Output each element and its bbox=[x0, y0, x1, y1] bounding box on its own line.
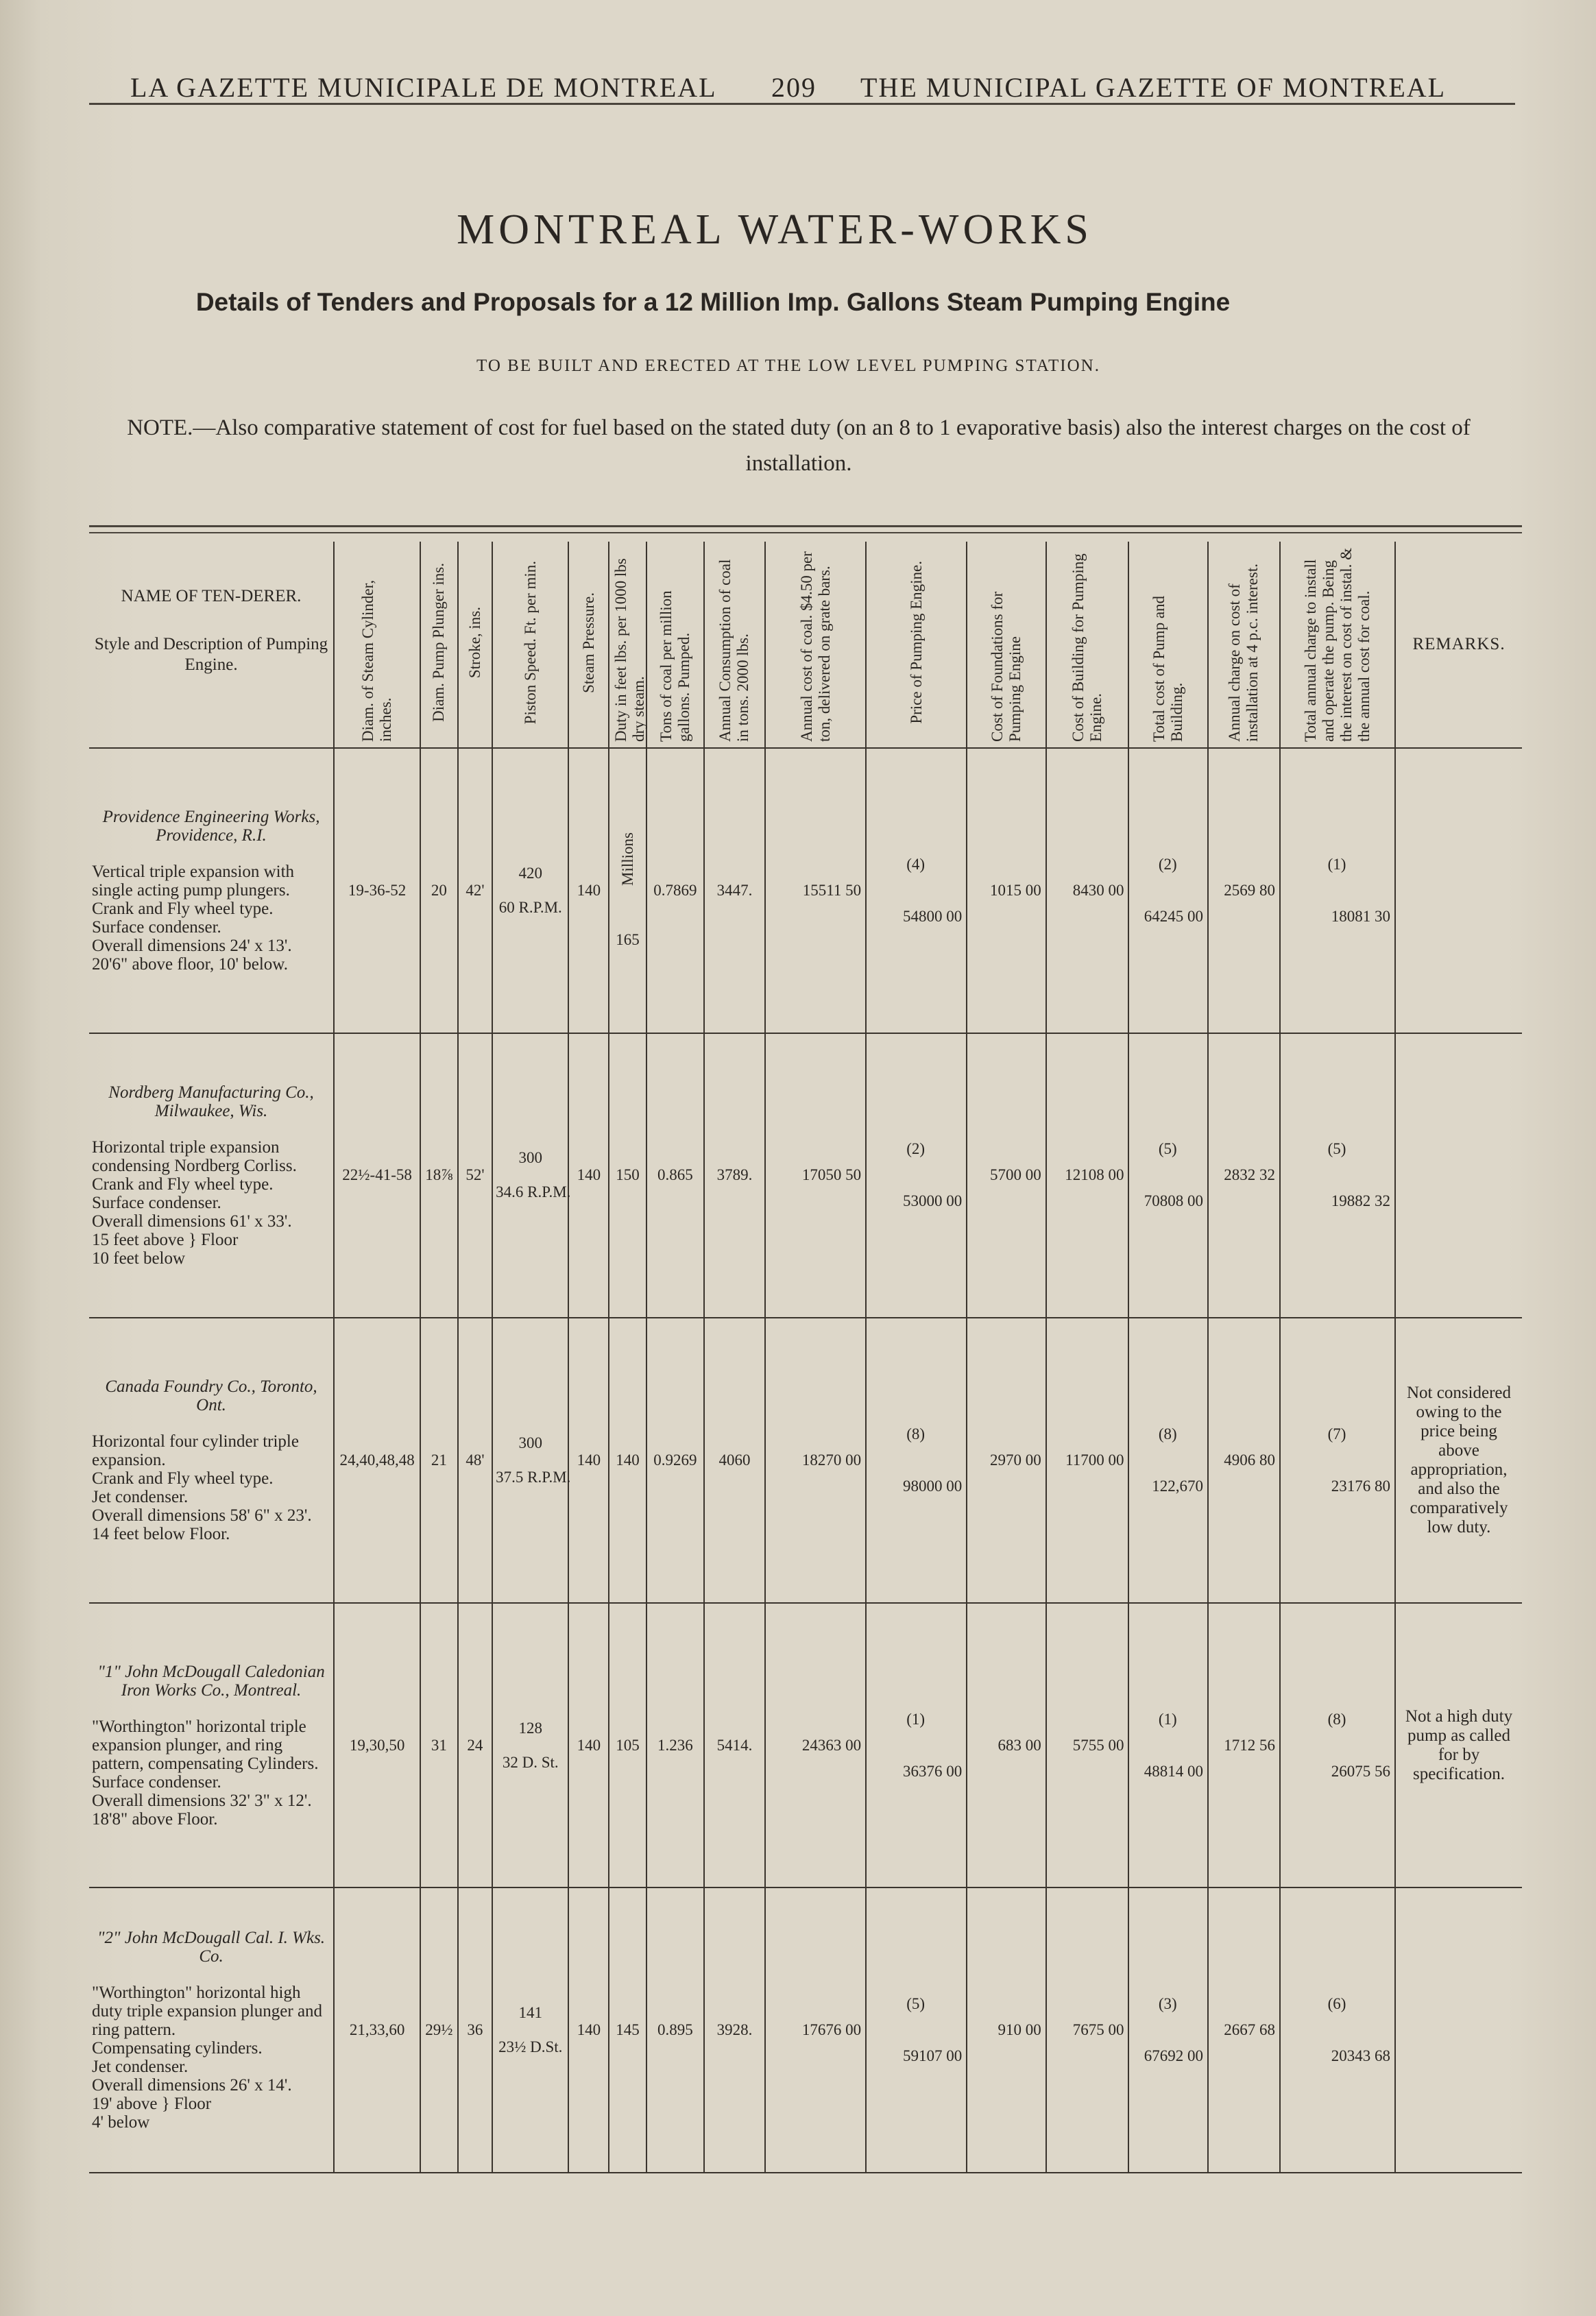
rpm-value: 23½ D.St. bbox=[498, 2038, 563, 2056]
page-title: MONTREAL WATER-WORKS bbox=[457, 206, 1093, 253]
speed-value: 141 bbox=[518, 2004, 543, 2022]
cell-foundation: 2970 00 bbox=[967, 1318, 1046, 1603]
engine-description: Horizontal four cylinder triple expansion. Crank and Fly wheel type. Jet condenser. Overall dimensions 58' 6" x 23'. 14 feet below Floor. bbox=[92, 1432, 312, 1543]
col-header-speed bbox=[492, 542, 568, 748]
cell-cyl: 21,33,60 bbox=[334, 1887, 420, 2173]
cell-total bbox=[1128, 1318, 1208, 1603]
cell-speed bbox=[492, 1603, 568, 1888]
cell-coal-cost: 24363 00 bbox=[765, 1603, 866, 1888]
cell-pressure: 140 bbox=[568, 1318, 609, 1603]
col-header-foundation bbox=[967, 542, 1046, 748]
tenderer-cell bbox=[89, 1033, 334, 1318]
cell-plunger: 31 bbox=[420, 1603, 458, 1888]
price-value: 36376 00 bbox=[902, 1762, 963, 1780]
cell-remarks: Not considered owing to the price being above appropriation, and also the comparatively low duty. bbox=[1395, 1318, 1522, 1603]
cell-annual bbox=[1280, 748, 1395, 1033]
rpm-value: 60 R.P.M. bbox=[498, 898, 562, 916]
col-header-speed-text: Piston Speed. Ft. per min. bbox=[521, 560, 539, 725]
header-left: LA GAZETTE MUNICIPALE DE MONTREAL bbox=[130, 72, 717, 103]
annual-value: 19882 32 bbox=[1331, 1192, 1391, 1210]
cell-coal-cost: 17676 00 bbox=[765, 1887, 866, 2173]
cell-building: 12108 00 bbox=[1046, 1033, 1129, 1318]
cell-duty: 140 bbox=[609, 1318, 646, 1603]
col-header-price bbox=[866, 542, 967, 748]
cell-remarks bbox=[1395, 748, 1522, 1033]
price-rank: (1) bbox=[906, 1710, 926, 1728]
cell-foundation: 910 00 bbox=[967, 1887, 1046, 2173]
total-value: 67692 00 bbox=[1144, 2047, 1203, 2065]
cell-cyl: 24,40,48,48 bbox=[334, 1318, 420, 1603]
cell-cyl: 19-36-52 bbox=[334, 748, 420, 1033]
cell-building: 5755 00 bbox=[1046, 1603, 1129, 1888]
price-rank: (5) bbox=[906, 1995, 926, 2013]
cell-stroke: 36 bbox=[458, 1887, 492, 2173]
price-value: 59107 00 bbox=[902, 2047, 963, 2065]
cell-coal-cost: 15511 50 bbox=[765, 748, 866, 1033]
header-rule bbox=[89, 103, 1515, 105]
cell-price bbox=[866, 1033, 967, 1318]
cell-speed bbox=[492, 748, 568, 1033]
cell-annual bbox=[1280, 1033, 1395, 1318]
cell-total bbox=[1128, 1603, 1208, 1888]
cell-foundation: 5700 00 bbox=[967, 1033, 1046, 1318]
total-value: 122,670 bbox=[1152, 1477, 1203, 1495]
table-row bbox=[89, 1603, 1522, 1888]
name-column-header bbox=[89, 542, 334, 748]
cell-building: 8430 00 bbox=[1046, 748, 1129, 1033]
table-header-row bbox=[89, 542, 1522, 748]
total-rank: (8) bbox=[1158, 1425, 1177, 1443]
cell-remarks: Not a high duty pump as called for by specification. bbox=[1395, 1603, 1522, 1888]
tenderer-cell bbox=[89, 1603, 334, 1888]
cell-building: 7675 00 bbox=[1046, 1887, 1129, 2173]
col-header-duty bbox=[609, 542, 646, 748]
annual-value: 26075 56 bbox=[1331, 1762, 1391, 1780]
annual-value: 20343 68 bbox=[1331, 2047, 1391, 2065]
cell-speed bbox=[492, 1033, 571, 1318]
tenderer-cell bbox=[89, 748, 334, 1033]
cell-duty bbox=[609, 748, 646, 1033]
col-header-building bbox=[1046, 542, 1129, 748]
annual-rank: (7) bbox=[1327, 1425, 1346, 1443]
tenderer-name: Canada Foundry Co., Toronto, Ont. bbox=[105, 1377, 317, 1414]
tenderer-name: Providence Engineering Works, Providence, R.I. bbox=[102, 807, 320, 845]
page-subsubtitle: TO BE BUILT AND ERECTED AT THE LOW LEVEL PUMPING STATION. bbox=[476, 357, 1100, 375]
col-header-building-text: Cost of Building for Pumping Engine. bbox=[1069, 553, 1105, 742]
name-head-1: NAME OF TEN-DERER. bbox=[121, 587, 302, 605]
total-value: 70808 00 bbox=[1144, 1192, 1203, 1210]
cell-plunger: 20 bbox=[420, 748, 458, 1033]
cell-annual-tons: 3928. bbox=[704, 1887, 765, 2173]
col-header-total-text: Total cost of Pump and Building. bbox=[1150, 595, 1186, 742]
table-row bbox=[89, 1033, 1522, 1318]
table-row bbox=[89, 1887, 1522, 2173]
cell-total bbox=[1128, 1887, 1208, 2173]
cell-duty: 150 bbox=[609, 1033, 646, 1318]
tenders-table bbox=[89, 542, 1522, 2173]
cell-annual bbox=[1280, 1603, 1395, 1888]
cell-pressure: 140 bbox=[568, 1887, 609, 2173]
cell-coal-cost: 17050 50 bbox=[765, 1033, 866, 1318]
speed-value: 128 bbox=[518, 1719, 543, 1737]
cell-cyl: 19,30,50 bbox=[334, 1603, 420, 1888]
col-header-stroke-text: Stroke, ins. bbox=[466, 606, 483, 679]
tenderer-name: Nordberg Manufacturing Co., Milwaukee, Wis. bbox=[108, 1083, 314, 1120]
col-header-pressure-text: Steam Pressure. bbox=[579, 592, 597, 693]
cell-building: 11700 00 bbox=[1046, 1318, 1129, 1603]
duty-value: 165 bbox=[616, 930, 640, 948]
cell-foundation: 683 00 bbox=[967, 1603, 1046, 1888]
price-value: 53000 00 bbox=[902, 1192, 963, 1210]
cell-total bbox=[1128, 748, 1208, 1033]
cell-tons: 0.9269 bbox=[646, 1318, 704, 1603]
col-header-tons bbox=[646, 542, 704, 748]
annual-rank: (1) bbox=[1327, 855, 1346, 873]
cell-price bbox=[866, 748, 967, 1033]
col-header-annual-tons-text: Annual Consumption of coal in tons. 2000 lbs. bbox=[716, 559, 752, 742]
cell-duty: 105 bbox=[609, 1603, 646, 1888]
cell-price bbox=[866, 1887, 967, 2173]
engine-description: "Worthington" horizontal triple expansion plunger, and ring pattern, compensating Cylinders. Surface condenser. Overall dimensions 32' 3" x 12'. 18'8" above Floor. bbox=[92, 1717, 319, 1829]
rpm-value: 32 D. St. bbox=[502, 1753, 559, 1771]
cell-speed bbox=[492, 1887, 568, 2173]
cell-stroke: 24 bbox=[458, 1603, 492, 1888]
tenderer-cell bbox=[89, 1318, 334, 1603]
total-value: 48814 00 bbox=[1144, 1762, 1203, 1780]
cell-tons: 0.7869 bbox=[646, 748, 704, 1033]
annual-rank: (8) bbox=[1327, 1710, 1346, 1728]
col-header-plunger-text: Diam. Pump Plunger ins. bbox=[430, 563, 448, 722]
col-header-foundation-text: Cost of Foundations for Pumping Engine bbox=[988, 591, 1024, 742]
engine-description: Horizontal triple expansion condensing Nordberg Corliss. Crank and Fly wheel type. Surface condenser. Overall dimensions 61' x 33'. 15 feet above } Floor 10 feet below bbox=[92, 1137, 297, 1268]
cell-stroke: 48' bbox=[458, 1318, 492, 1603]
col-header-pressure bbox=[568, 542, 609, 748]
cell-remarks bbox=[1395, 1887, 1522, 2173]
col-header-cyl bbox=[334, 542, 420, 748]
annual-value: 18081 30 bbox=[1331, 907, 1391, 925]
annual-rank: (6) bbox=[1327, 1995, 1346, 2013]
cell-speed bbox=[492, 1318, 571, 1603]
col-header-stroke bbox=[458, 542, 492, 748]
cell-plunger: 21 bbox=[420, 1318, 458, 1603]
price-value: 98000 00 bbox=[902, 1477, 963, 1495]
total-value: 64245 00 bbox=[1144, 907, 1203, 925]
rpm-value: 34.6 R.P.M. bbox=[496, 1183, 571, 1201]
cell-interest: 2667 68 bbox=[1208, 1887, 1280, 2173]
table-top-rule-2 bbox=[89, 532, 1522, 533]
note-paragraph: NOTE.—Also comparative statement of cost for fuel based on the stated duty (on an 8 to 1 evaporative basis) also the interest charges on the cost of installation. bbox=[127, 415, 1471, 476]
cell-duty: 145 bbox=[609, 1887, 646, 2173]
table-row bbox=[89, 748, 1522, 1033]
page-number: 209 bbox=[771, 72, 817, 103]
tenderer-cell bbox=[89, 1887, 334, 2173]
speed-value: 300 bbox=[518, 1434, 543, 1451]
col-header-annual-tons bbox=[704, 542, 765, 748]
price-rank: (2) bbox=[906, 1140, 926, 1158]
engine-description: "Worthington" horizontal high duty triple expansion plunger and ring pattern. Compensating cylinders. Jet condenser. Overall dimensions 26' x 14'. 19' above } Floor 4' below bbox=[92, 1983, 323, 2132]
col-header-plunger bbox=[420, 542, 458, 748]
cell-interest: 2569 80 bbox=[1208, 748, 1280, 1033]
cell-interest: 4906 80 bbox=[1208, 1318, 1280, 1603]
cell-total bbox=[1128, 1033, 1208, 1318]
col-header-interest bbox=[1208, 542, 1280, 748]
cell-stroke: 52' bbox=[458, 1033, 492, 1318]
col-header-cyl-text: Diam. of Steam Cylinder, inches. bbox=[359, 579, 395, 742]
page-subtitle: Details of Tenders and Proposals for a 12 Million Imp. Gallons Steam Pumping Engine bbox=[195, 288, 1231, 316]
cell-pressure: 140 bbox=[568, 1033, 609, 1318]
col-header-price-text: Price of Pumping Engine. bbox=[907, 561, 925, 724]
col-header-interest-text: Annual charge on cost of installation at 4 p.c. interest. bbox=[1226, 564, 1261, 742]
cell-annual-tons: 4060 bbox=[704, 1318, 765, 1603]
engine-description: Vertical triple expansion with single acting pump plungers. Crank and Fly wheel type. Surface condenser. Overall dimensions 24' x 13'. 20'6" above floor, 10' below. bbox=[92, 862, 295, 974]
price-rank: (4) bbox=[906, 855, 926, 873]
col-header-annual-text: Total annual charge to install and operate the pump. Being the interest on cost of instal. & the annual cost for coal. bbox=[1302, 548, 1373, 742]
tenderer-name: "1" John McDougall Caledonian Iron Works Co., Montreal. bbox=[97, 1662, 325, 1700]
cell-tons: 0.895 bbox=[646, 1887, 704, 2173]
duty-unit-label: Millions bbox=[618, 832, 636, 886]
cell-annual-tons: 3447. bbox=[704, 748, 765, 1033]
cell-stroke: 42' bbox=[458, 748, 492, 1033]
speed-value: 300 bbox=[518, 1149, 543, 1167]
col-header-tons-text: Tons of coal per million gallons. Pumped. bbox=[657, 590, 692, 742]
total-rank: (2) bbox=[1158, 855, 1177, 873]
col-header-duty-text: Duty in feet lbs. per 1000 lbs dry steam. bbox=[612, 558, 648, 742]
tenderer-name: "2" John McDougall Cal. I. Wks. Co. bbox=[97, 1929, 326, 1966]
cell-annual bbox=[1280, 1887, 1395, 2173]
rpm-value: 37.5 R.P.M. bbox=[496, 1468, 571, 1486]
col-header-annual bbox=[1280, 542, 1395, 748]
cell-tons: 0.865 bbox=[646, 1033, 704, 1318]
speed-value: 420 bbox=[518, 864, 543, 882]
cell-plunger: 18⅞ bbox=[420, 1033, 458, 1318]
cell-annual-tons: 5414. bbox=[704, 1603, 765, 1888]
cell-price bbox=[866, 1318, 967, 1603]
remarks-head-text: REMARKS. bbox=[1412, 635, 1506, 653]
cell-interest: 2832 32 bbox=[1208, 1033, 1280, 1318]
table-row bbox=[89, 1318, 1522, 1603]
cell-tons: 1.236 bbox=[646, 1603, 704, 1888]
total-rank: (1) bbox=[1158, 1710, 1177, 1728]
cell-coal-cost: 18270 00 bbox=[765, 1318, 866, 1603]
cell-annual-tons: 3789. bbox=[704, 1033, 765, 1318]
cell-cyl: 22½-41-58 bbox=[334, 1033, 420, 1318]
total-rank: (5) bbox=[1158, 1140, 1177, 1158]
cell-plunger: 29½ bbox=[420, 1887, 458, 2173]
price-value: 54800 00 bbox=[902, 907, 963, 925]
cell-interest: 1712 56 bbox=[1208, 1603, 1280, 1888]
col-header-total bbox=[1128, 542, 1208, 748]
annual-value: 23176 80 bbox=[1331, 1477, 1391, 1495]
price-rank: (8) bbox=[906, 1425, 926, 1443]
total-rank: (3) bbox=[1158, 1995, 1177, 2013]
col-header-remarks bbox=[1395, 542, 1522, 748]
cell-remarks bbox=[1395, 1033, 1522, 1318]
col-header-coal-cost-text: Annual cost of coal. $4.50 per ton, delivered on grate bars. bbox=[797, 551, 833, 742]
cell-pressure: 140 bbox=[568, 748, 609, 1033]
cell-annual bbox=[1280, 1318, 1395, 1603]
annual-rank: (5) bbox=[1327, 1140, 1346, 1158]
name-head-2: Style and Description of Pumping Engine. bbox=[94, 635, 328, 674]
cell-pressure: 140 bbox=[568, 1603, 609, 1888]
table-top-rule bbox=[89, 525, 1522, 527]
cell-foundation: 1015 00 bbox=[967, 748, 1046, 1033]
col-header-coal-cost bbox=[765, 542, 866, 748]
header-right: THE MUNICIPAL GAZETTE OF MONTREAL bbox=[860, 72, 1447, 103]
cell-price bbox=[866, 1603, 967, 1888]
